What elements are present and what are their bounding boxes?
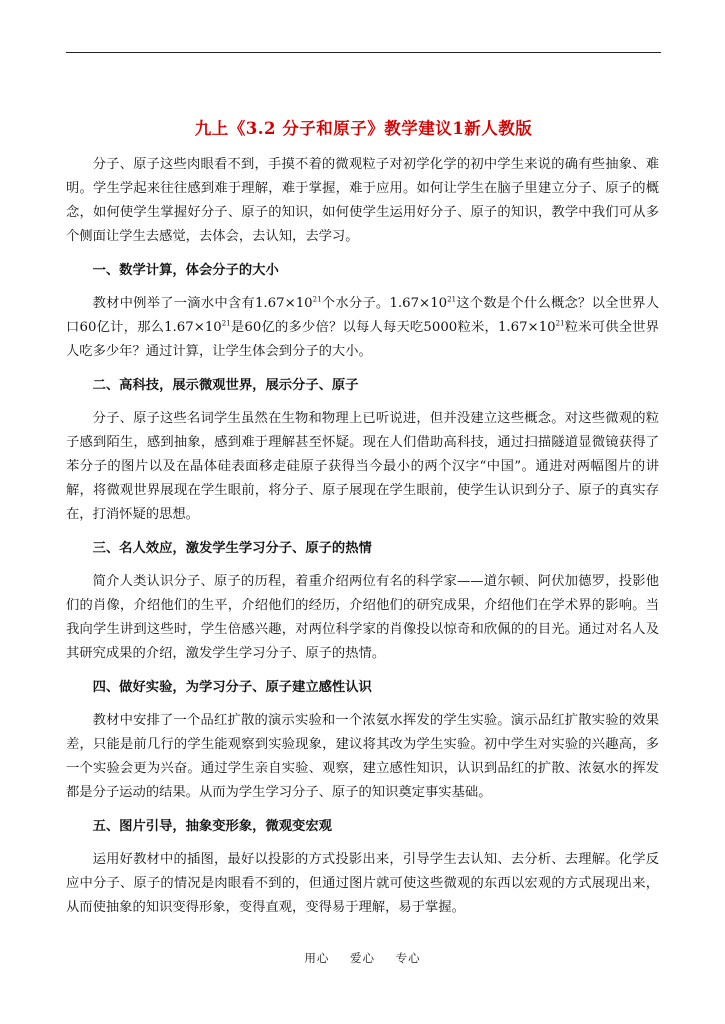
- section-1-heading: 一、数学计算，体会分子的大小: [92, 263, 279, 278]
- section-3-body: 简介人类认识分子、原子的历程，着重介绍两位有名的科学家——道尔顿、阿伏加德罗，投影他们的肖像，介绍他们的生平，介绍他们的经历，介绍他们的研究成果，介绍他们在学术界的影响。当我向学生讲到这些时，学生倍感兴趣，对两位科学家的肖像投以惊奇和欣佩的的目光。通过对名人及其研究成果的介绍，激发学生学习分子、原子的热情。: [66, 574, 659, 661]
- section-5-heading: 五、图片引导，抽象变形象，微观变宏观: [92, 819, 332, 834]
- page-footer: [0, 950, 725, 966]
- footer-word: 用心: [304, 951, 330, 965]
- section-3-heading: 三、名人效应，激发学生学习分子、原子的热情: [92, 541, 372, 556]
- document-title: 九上《3.2 分子和原子》教学建议1新人教版: [194, 119, 533, 138]
- section-2-heading: 二、高科技，展示微观世界，展示分子、原子: [92, 378, 359, 393]
- section-2-body: 分子、原子这些名词学生虽然在生物和物理上已听说进，但并没建立这些概念。对这些微观的粒子感到陌生，感到抽象，感到难于理解甚至怀疑。现在人们借助高科技，通过扫描隧道显微镜获得了苯分子的图片以及在晶体硅表面移走硅原子获得当今最小的两个汉字“中国”。通进对两幅图片的讲解，将微观世界展现在学生眼前，将分子、原子展现在学生眼前，使学生认识到分子、原子的真实存在，打消怀疑的思想。: [66, 411, 659, 522]
- intro-paragraph: 分子、原子这些肉眼看不到，手摸不着的微观粒子对初学化学的初中学生来说的确有些抽象、难明。学生学起来往往感到难于理解，难于掌握，难于应用。如何让学生在脑子里建立分子、原子的概念，如何使学生掌握好分子、原子的知识，如何使学生运用好分子、原子的知识，教学中我们可从多个侧面让学生去感觉，去体会，去认知，去学习。: [66, 157, 659, 244]
- footer-word: 爱心: [350, 951, 375, 965]
- section-5-body: 运用好教材中的插图，最好以投影的方式投影出来，引导学生去认知、去分析、去理解。化学反应中分子、原子的情况是肉眼看不到的，但通过图片就可使这些微观的东西以宏观的方式展现出来，从而使抽象的知识变得形象，变得直观，变得易于理解，易于掌握。: [66, 852, 659, 915]
- header-rule: [66, 52, 661, 53]
- document-body: [66, 153, 659, 931]
- section-4-heading: 四、做好实验，为学习分子、原子建立感性认识: [92, 680, 372, 695]
- section-4-body: 教材中安排了一个品红扩散的演示实验和一个浓氨水挥发的学生实验。演示品红扩散实验的效果差，只能是前几行的学生能观察到实验现象，建议将其改为学生实验。初中学生对实验的兴趣高，多一个实验会更为兴奋。通过学生亲自实验、观察，建立感性知识，认识到品红的扩散、浓氨水的挥发都是分子运动的结果。从而为学生学习分子、原子的知识奠定事实基础。: [66, 713, 659, 800]
- footer-word: 专心: [395, 951, 421, 965]
- section-1-body: 教材中例举了一滴水中含有$1.67\times 10^{21}$个水分子。$1.67\times 10^{21}$这个数是个什么概念？以全世界人口60亿计，那么$1.67\times 10^{21}$是60亿的多少倍？以每人每天吃5000粒米，$1.67\times 10^{21}$粒米可供全世界人吃多少年？通过计算，让学生体会到分子的大小。: [66, 295, 660, 359]
